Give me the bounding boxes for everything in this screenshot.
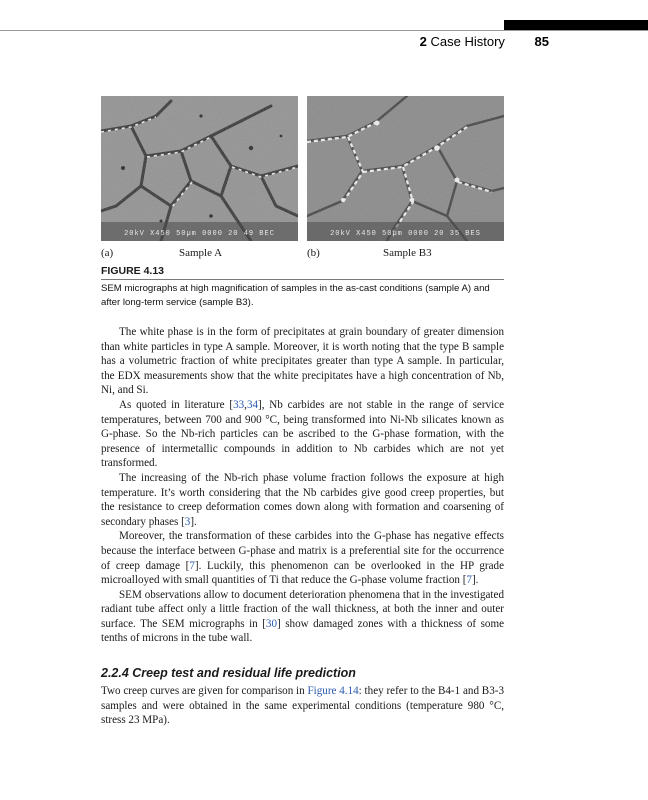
citation-link[interactable]: 7	[466, 574, 472, 587]
running-head	[300, 34, 549, 49]
header-black-bar	[504, 20, 648, 30]
paragraph-text: SEM observations allow to document deterioration phenomena that in the investigated radiant tube affect only a little fraction of the wall thickness, at both the inner and outer surface. The SEM micrographs in [	[101, 588, 504, 630]
section-paragraph-text: : they refer to the B4-1 and B3-3 samples and were obtained in the same experimental conditions (temperature 980 °C, stress 23 MPa).	[101, 685, 504, 727]
body-paragraph	[101, 529, 504, 587]
paragraph-text: ].	[471, 574, 479, 587]
chapter-title: Case History	[430, 34, 505, 49]
paragraph-text: ] show damaged zones with a thickness of some tenths of microns in the tube wall.	[101, 617, 504, 645]
citation-link[interactable]: Figure 4.14	[307, 685, 359, 697]
header-rule	[0, 30, 648, 31]
figure-number: FIGURE 4.13	[101, 265, 165, 277]
section-text	[101, 684, 504, 728]
paragraph-text: ,	[244, 398, 247, 411]
micrograph-b3-scale-caption: 20kV X450 50µm 0000 20 35 BES	[330, 230, 481, 238]
citation-link[interactable]: 33	[233, 398, 245, 411]
panel-label-b: (b)	[307, 247, 320, 259]
section-heading: 2.2.4 Creep test and residual life prediction	[101, 666, 356, 680]
paragraph-text: The white phase is in the form of precipitates at grain boundary of greater dimension than white particles in type A sample. Moreover, it is worth noting that the type B sample has a volumetric fraction of white precipitates greater than type A sample. In particular, the EDX measurements show that the white precipitates have a high concentration of Nb, Ni, and Si.	[101, 326, 504, 397]
micrograph-a-scale-caption: 20kV X450 50µm 0000 20 49 BEC	[124, 230, 275, 238]
body-paragraph	[101, 325, 504, 398]
panel-label-a: (a)	[101, 247, 114, 259]
panel-name-b: Sample B3	[383, 247, 432, 259]
figure-caption: SEM micrographs at high magnification of samples in the as-cast conditions (sample A) and after long-term service (sample B3).	[101, 283, 490, 308]
panel-name-a: Sample A	[179, 247, 223, 259]
body-text	[101, 325, 504, 646]
page-number: 85	[534, 34, 549, 49]
body-paragraph	[101, 398, 504, 471]
paragraph-text: ], Nb carbides are not stable in the range of service temperatures, between 700 and 900 °C, being transformed into Ni-Nb silicates known as G-phase. So the Nb-rich particles can be ascribed to the G-phase formation, with the presence of intermetallic compounds in addition to Nb carbides which are not yet transformed.	[101, 398, 504, 470]
figure-caption-rule	[101, 279, 504, 280]
citation-link[interactable]: 30	[265, 617, 278, 630]
paragraph-text: The increasing of the Nb-rich phase volume fraction follows the exposure at high temperature. It’s worth considering that the Nb carbides give good creep properties, but the resistance to creep deformation comes down along with formation and coarsening of secondary phases [	[101, 471, 504, 528]
citation-link[interactable]: 3	[184, 515, 191, 528]
paragraph-text: Moreover, the transformation of these carbides into the G-phase has negative effects because the interface between G-phase and matrix is a preferential site for the occurrence of creep damage [	[101, 530, 504, 572]
chapter-number: 2	[419, 34, 427, 49]
paragraph-text: As quoted in literature [	[119, 398, 234, 411]
section-paragraph-text: Two creep curves are given for comparison in	[101, 685, 308, 697]
micrograph-sample-b3	[307, 96, 504, 241]
micrograph-sample-a	[101, 96, 298, 241]
body-paragraph	[101, 588, 504, 646]
section-paragraph	[101, 684, 504, 728]
citation-link[interactable]: 7	[189, 559, 195, 572]
citation-link[interactable]: 34	[246, 398, 259, 411]
body-paragraph	[101, 471, 504, 529]
paragraph-text: ]. Luckily, this phenomenon can be overlooked in the HP grade microalloyed with small quantities of Ti that reduce the G-phase volume fraction [	[101, 559, 505, 587]
paragraph-text: ].	[190, 515, 197, 528]
